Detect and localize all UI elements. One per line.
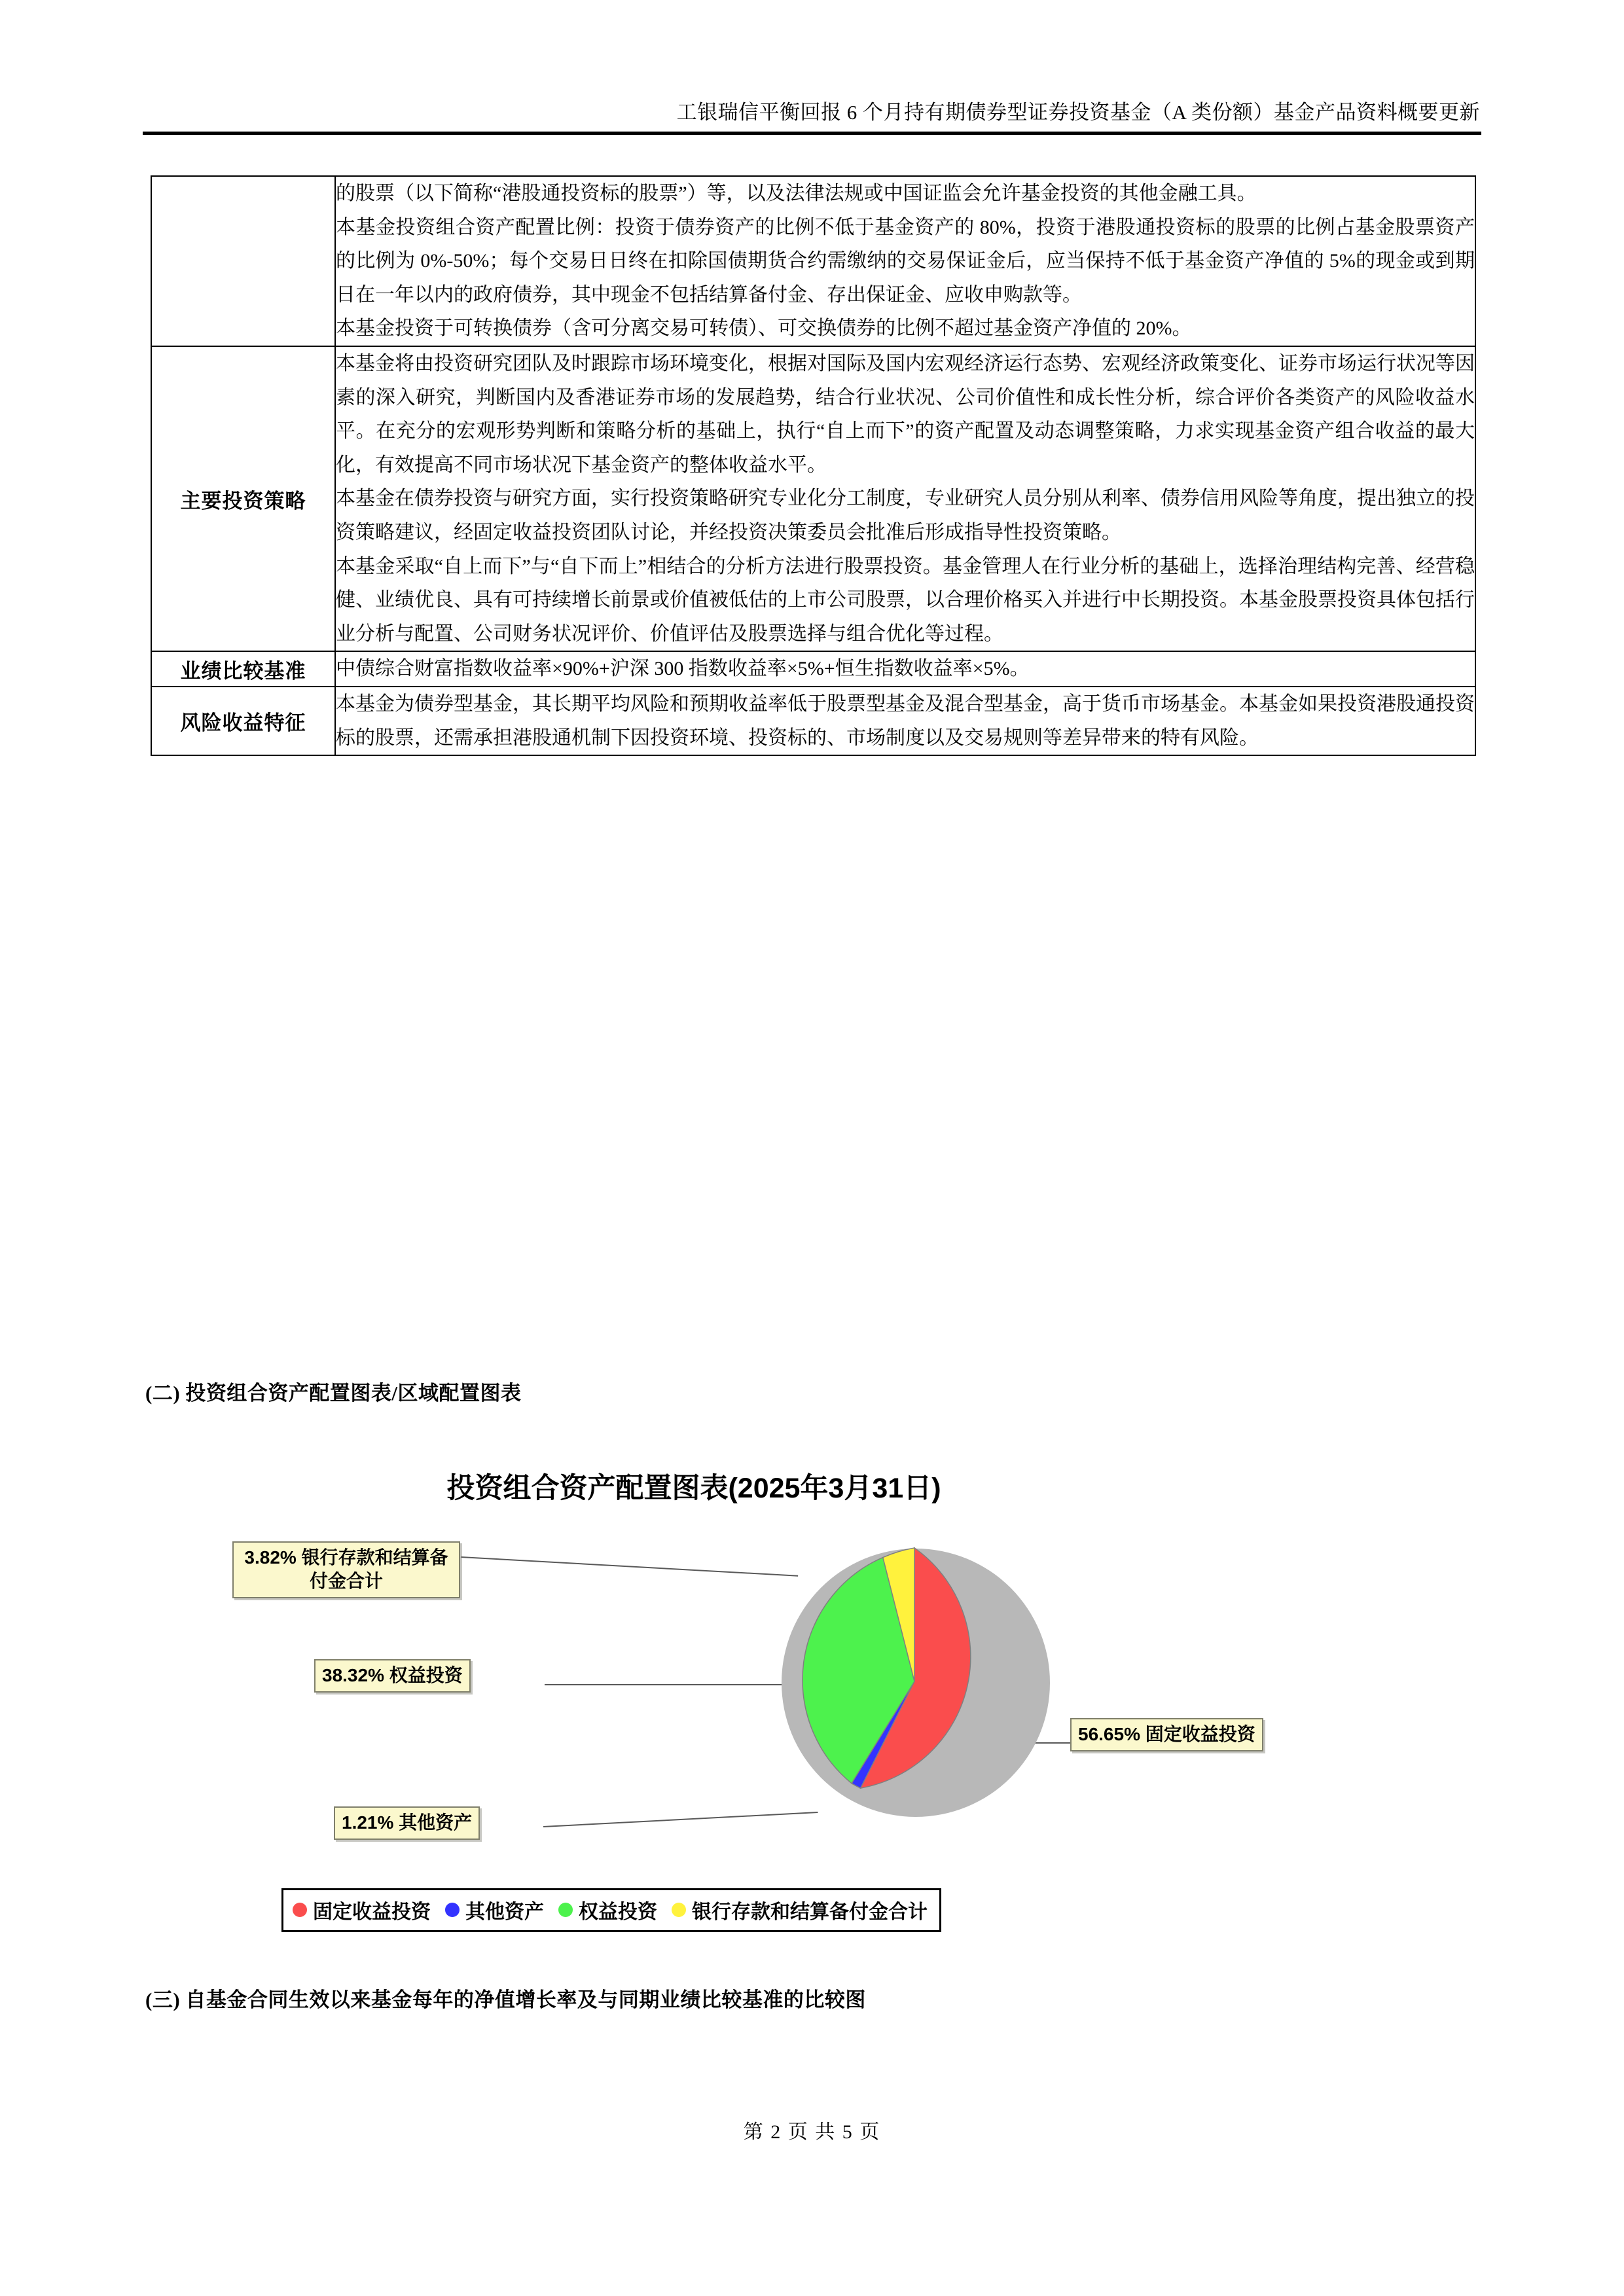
legend-label: 其他资产: [465, 1901, 544, 1923]
chart-legend: [281, 1888, 941, 1932]
chart-title: 投资组合资产配置图表(2025年3月31日): [446, 1473, 941, 1504]
header-rule: [143, 132, 1481, 135]
legend-dot-yellow: [672, 1903, 686, 1917]
legend-dot-blue: [445, 1903, 460, 1917]
legend-label: 银行存款和结算备付金合计: [692, 1901, 928, 1923]
fund-info-table: [151, 175, 1476, 756]
pie-label-fixed-income: 56.65% 固定收益投资: [1070, 1718, 1263, 1751]
legend-item-fixed-income: [293, 1895, 431, 1924]
row-label-investment-strategy: 主要投资策略: [151, 346, 335, 651]
paragraph: 本基金投资于可转换债券（含可分离交易可转债）、可交换债券的比例不超过基金资产净值的 20%。: [336, 317, 1192, 340]
legend-dot-red: [293, 1903, 307, 1917]
paragraph: 的股票（以下简称“港股通投资标的股票”）等，以及法律法规或中国证监会允许基金投资的其他金融工具。: [336, 183, 1257, 204]
row-label: [151, 176, 335, 346]
pie-label-other-assets: 1.21% 其他资产: [334, 1806, 480, 1840]
table-row: [151, 687, 1475, 755]
paragraph: 本基金在债券投资与研究方面，实行投资策略研究专业化分工制度，专业研究人员分别从利率、债券信用风险等角度，提出独立的投资策略建议，经固定收益投资团队讨论，并经投资决策委员会批准后形成指导性投资策略。: [336, 488, 1475, 543]
row-body: [335, 346, 1475, 651]
paragraph: 本基金将由投资研究团队及时跟踪市场环境变化，根据对国际及国内宏观经济运行态势、宏观经济政策变化、证券市场运行状况等因素的深入研究，判断国内及香港证券市场的发展趋势，结合行业状况、公司价值性和成长性分析，综合评价各类资产的风险收益水平。在充分的宏观形势判断和策略分析的基础上，执行“自上而下”的资产配置及动态调整策略，力求实现基金资产组合收益的最大化，有效提高不同市场状况下基金资产的整体收益水平。: [336, 352, 1475, 476]
row-body: [335, 176, 1475, 346]
paragraph: 中债综合财富指数收益率×90%+沪深 300 指数收益率×5%+恒生指数收益率×5%。: [336, 658, 1030, 680]
legend-item-cash: [672, 1895, 928, 1924]
legend-label: 权益投资: [579, 1901, 657, 1923]
page-footer: 第 2 页 共 5 页: [743, 2121, 881, 2143]
asset-allocation-chart: [151, 1450, 1475, 1960]
table-row: [151, 176, 1475, 346]
pie-label-cash: 3.82% 银行存款和结算备付金合计: [232, 1541, 460, 1598]
row-body: [335, 687, 1475, 755]
legend-dot-green: [558, 1903, 573, 1917]
section-heading-three: (三) 自基金合同生效以来基金每年的净值增长率及与同期业绩比较基准的比较图: [145, 1988, 866, 2011]
legend-label: 固定收益投资: [313, 1901, 431, 1923]
legend-item-other-assets: [445, 1895, 544, 1924]
leader-line-cash: [461, 1556, 798, 1577]
header-title: 工银瑞信平衡回报 6 个月持有期债券型证券投资基金（A 类份额）基金产品资料概要更新: [676, 101, 1480, 124]
document-header: [143, 98, 1481, 135]
pie-label-equity: 38.32% 权益投资: [314, 1659, 471, 1693]
leader-line-equity: [545, 1684, 800, 1685]
legend-item-equity: [558, 1895, 657, 1924]
paragraph: 本基金采取“自上而下”与“自下而上”相结合的分析方法进行股票投资。基金管理人在行业分析的基础上，选择治理结构完善、经营稳健、业绩优良、具有可持续增长前景或价值被低估的上市公司股票，以合理价格买入并进行中长期投资。本基金股票投资具体包括行业分析与配置、公司财务状况评价、价值评估及股票选择与组合优化等过程。: [336, 555, 1475, 645]
paragraph: 本基金投资组合资产配置比例：投资于债券资产的比例不低于基金资产的 80%，投资于港股通投资标的股票的比例占基金股票资产的比例为 0%-50%；每个交易日日终在扣除国债期货合约需缴纳的交易保证金后，应当保持不低于基金资产净值的 5%的现金或到期日在一年以内的政府债券，其中现金不包括结算备付金、存出保证金、应收申购款等。: [336, 216, 1475, 306]
paragraph: 本基金为债券型基金，其长期平均风险和预期收益率低于股票型基金及混合型基金，高于货币市场基金。本基金如果投资港股通投资标的股票，还需承担港股通机制下因投资环境、投资标的、市场制度以及交易规则等差异带来的特有风险。: [336, 692, 1475, 749]
row-label-risk-return: 风险收益特征: [151, 687, 335, 755]
pie-chart: [778, 1545, 1051, 1818]
table-row: [151, 651, 1475, 687]
leader-line-other: [543, 1812, 818, 1827]
table-row: [151, 346, 1475, 651]
row-label-benchmark: 业绩比较基准: [151, 651, 335, 687]
row-body: [335, 651, 1475, 687]
section-heading-two: (二) 投资组合资产配置图表/区域配置图表: [145, 1382, 522, 1405]
